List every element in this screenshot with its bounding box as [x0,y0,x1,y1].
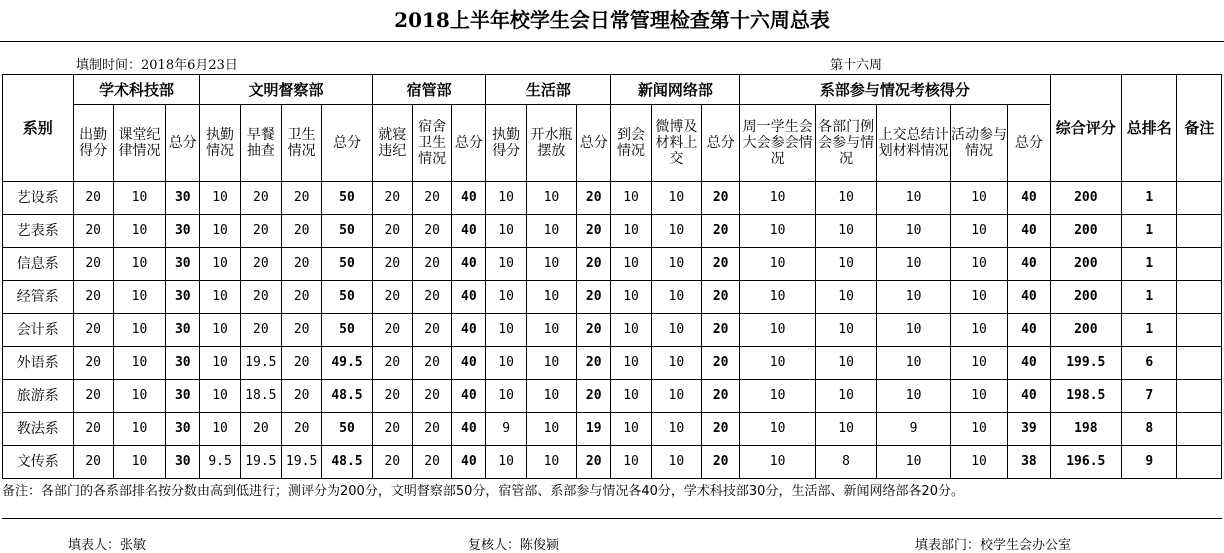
subtotal-cell: 50 [322,413,372,446]
remark-cell [1177,215,1222,248]
score-cell: 20 [412,248,451,281]
note-text: 备注：各部门的各系部排名按分数由高到低进行；测评分为200分，文明督察部50分，宿管部、系部参与情况各40分，学术科技部30分，生活部、新闻网络部各20分。 [2,484,964,499]
score-cell: 10 [877,281,951,314]
score-cell: 10 [200,347,240,380]
subtotal-cell: 30 [166,446,200,479]
subtotal-cell: 40 [1008,248,1050,281]
sub-header: 宿舍卫生情况 [412,105,451,182]
divider [2,518,1222,519]
score-cell: 20 [412,314,451,347]
subtotal-cell: 20 [577,215,611,248]
subtotal-cell: 20 [577,314,611,347]
subtotal-cell: 40 [452,248,486,281]
score-cell: 10 [740,182,816,215]
score-cell: 10 [526,281,576,314]
score-cell: 10 [815,215,876,248]
subtotal-cell: 50 [322,215,372,248]
score-table [2,74,1222,479]
score-cell: 10 [611,413,651,446]
page-title: 2018上半年校学生会日常管理检查第十六周总表 [0,0,1224,42]
rank-cell: 1 [1122,314,1177,347]
score-cell: 10 [113,248,165,281]
score-cell: 10 [113,347,165,380]
subtotal-cell: 30 [166,347,200,380]
score-cell: 20 [282,215,322,248]
subtotal-cell: 40 [1008,347,1050,380]
score-cell: 19.5 [282,446,322,479]
score-cell: 20 [73,446,113,479]
score-cell: 10 [740,248,816,281]
score-cell: 10 [815,314,876,347]
score-cell: 10 [526,380,576,413]
score-cell: 10 [740,413,816,446]
overall-cell: 200 [1050,314,1122,347]
overall-header: 综合评分 [1050,75,1122,182]
score-cell: 8 [815,446,876,479]
score-cell: 10 [486,314,526,347]
score-cell: 20 [240,182,281,215]
score-cell: 10 [113,446,165,479]
subtotal-cell: 40 [1008,380,1050,413]
score-cell: 10 [950,380,1007,413]
subtotal-cell: 20 [577,446,611,479]
score-cell: 10 [113,380,165,413]
score-cell: 20 [412,215,451,248]
table-row [3,182,1222,215]
subtotal-cell: 40 [452,314,486,347]
score-cell: 10 [611,314,651,347]
overall-cell: 198 [1050,413,1122,446]
sub-header: 总分 [322,105,372,182]
score-cell: 10 [526,446,576,479]
sub-header: 早餐抽查 [240,105,281,182]
score-cell: 20 [240,215,281,248]
score-cell: 10 [651,248,701,281]
dept-header: 系别 [3,75,74,182]
dept-cell: 艺表系 [3,215,74,248]
score-cell: 10 [611,215,651,248]
subtotal-cell: 30 [166,248,200,281]
sub-header: 总分 [702,105,740,182]
reviewer-label: 复核人：陈俊颍 [468,538,560,553]
score-cell: 10 [950,347,1007,380]
sub-header: 课堂纪律情况 [113,105,165,182]
score-cell: 10 [815,380,876,413]
subtotal-cell: 48.5 [322,380,372,413]
score-cell: 10 [486,182,526,215]
sub-header: 总分 [452,105,486,182]
score-cell: 10 [651,182,701,215]
score-cell: 20 [73,182,113,215]
score-cell: 10 [950,314,1007,347]
dept-cell: 会计系 [3,314,74,347]
sub-header: 执勤情况 [200,105,240,182]
table-row [3,215,1222,248]
table-row [3,413,1222,446]
header-group-row [3,75,1222,105]
fill-time: 填制时间：2018年6月23日 [76,58,238,73]
group-header: 宿管部 [372,75,486,105]
remark-cell [1177,347,1222,380]
score-cell: 10 [950,413,1007,446]
subtotal-cell: 20 [577,347,611,380]
score-cell: 10 [611,446,651,479]
subtotal-cell: 40 [452,281,486,314]
subtotal-cell: 50 [322,182,372,215]
score-cell: 10 [526,413,576,446]
score-cell: 20 [412,347,451,380]
group-header: 新闻网络部 [611,75,740,105]
score-cell: 10 [200,215,240,248]
score-cell: 10 [740,314,816,347]
score-cell: 10 [486,215,526,248]
sub-header: 卫生情况 [282,105,322,182]
score-cell: 20 [240,314,281,347]
overall-cell: 200 [1050,182,1122,215]
score-cell: 10 [740,380,816,413]
subtotal-cell: 40 [452,182,486,215]
subtotal-cell: 20 [702,380,740,413]
sub-header: 周一学生会大会参会情况 [740,105,816,182]
subtotal-cell: 30 [166,380,200,413]
score-cell: 20 [240,248,281,281]
subtotal-cell: 49.5 [322,347,372,380]
subtotal-cell: 40 [452,215,486,248]
score-cell: 20 [282,182,322,215]
score-cell: 10 [740,281,816,314]
subtotal-cell: 20 [702,281,740,314]
score-cell: 20 [412,182,451,215]
score-cell: 10 [651,413,701,446]
score-cell: 10 [815,413,876,446]
sub-header: 就寝违纪 [372,105,412,182]
table-row [3,347,1222,380]
score-cell: 10 [486,248,526,281]
dept-cell: 艺设系 [3,182,74,215]
score-cell: 20 [372,380,412,413]
table-row [3,281,1222,314]
score-cell: 20 [412,446,451,479]
subtotal-cell: 20 [702,347,740,380]
score-cell: 20 [412,380,451,413]
score-cell: 10 [651,347,701,380]
score-cell: 10 [611,347,651,380]
score-cell: 10 [651,314,701,347]
score-cell: 10 [950,215,1007,248]
score-cell: 10 [113,314,165,347]
subtotal-cell: 20 [577,380,611,413]
subtotal-cell: 50 [322,248,372,281]
subtotal-cell: 20 [702,446,740,479]
score-cell: 10 [526,314,576,347]
score-cell: 10 [200,413,240,446]
score-cell: 10 [113,182,165,215]
rank-cell: 1 [1122,248,1177,281]
remark-cell [1177,314,1222,347]
score-cell: 10 [113,215,165,248]
subtotal-cell: 40 [1008,182,1050,215]
score-cell: 10 [486,380,526,413]
score-cell: 20 [372,314,412,347]
score-cell: 10 [815,248,876,281]
rank-cell: 1 [1122,281,1177,314]
score-cell: 10 [651,446,701,479]
table-row [3,446,1222,479]
subtotal-cell: 30 [166,215,200,248]
table-row [3,248,1222,281]
score-cell: 10 [950,446,1007,479]
subtotal-cell: 30 [166,281,200,314]
subtotal-cell: 30 [166,182,200,215]
score-cell: 20 [372,281,412,314]
remark-cell [1177,413,1222,446]
rank-cell: 6 [1122,347,1177,380]
score-cell: 20 [73,314,113,347]
overall-cell: 200 [1050,215,1122,248]
dept-cell: 经管系 [3,281,74,314]
rank-cell: 9 [1122,446,1177,479]
rank-cell: 7 [1122,380,1177,413]
score-cell: 20 [412,413,451,446]
subtotal-cell: 20 [577,248,611,281]
score-cell: 10 [113,413,165,446]
rank-cell: 1 [1122,215,1177,248]
remark-cell [1177,182,1222,215]
week-label: 第十六周 [830,58,883,73]
subtotal-cell: 30 [166,413,200,446]
remark-header: 备注 [1177,75,1222,182]
score-cell: 10 [815,182,876,215]
sub-header: 总分 [577,105,611,182]
overall-cell: 200 [1050,281,1122,314]
group-header: 文明督察部 [200,75,372,105]
score-cell: 10 [611,380,651,413]
overall-cell: 199.5 [1050,347,1122,380]
subtotal-cell: 20 [702,413,740,446]
remark-cell [1177,248,1222,281]
score-cell: 18.5 [240,380,281,413]
score-cell: 20 [73,248,113,281]
subtotal-cell: 20 [577,281,611,314]
score-cell: 10 [950,182,1007,215]
score-cell: 20 [372,413,412,446]
score-cell: 20 [73,413,113,446]
score-cell: 19.5 [240,347,281,380]
score-cell: 20 [73,281,113,314]
score-cell: 20 [372,347,412,380]
table-row [3,380,1222,413]
subtotal-cell: 40 [452,446,486,479]
sub-header: 出勤得分 [73,105,113,182]
subtotal-cell: 48.5 [322,446,372,479]
subtotal-cell: 40 [452,380,486,413]
subtotal-cell: 39 [1008,413,1050,446]
dept-cell: 文传系 [3,446,74,479]
score-cell: 20 [412,281,451,314]
score-cell: 10 [611,248,651,281]
score-cell: 20 [73,215,113,248]
dept-cell: 外语系 [3,347,74,380]
sub-header: 各部门例会参与情况 [815,105,876,182]
score-cell: 10 [526,215,576,248]
score-cell: 20 [282,281,322,314]
score-cell: 10 [526,248,576,281]
sub-header: 总分 [166,105,200,182]
subtotal-cell: 20 [702,314,740,347]
score-cell: 19.5 [240,446,281,479]
score-cell: 20 [282,248,322,281]
subtotal-cell: 40 [1008,281,1050,314]
score-cell: 9.5 [200,446,240,479]
overall-cell: 198.5 [1050,380,1122,413]
score-cell: 10 [651,215,701,248]
score-cell: 10 [877,380,951,413]
subtotal-cell: 38 [1008,446,1050,479]
subtotal-cell: 20 [702,248,740,281]
sub-header: 上交总结计划材料情况 [877,105,951,182]
score-cell: 20 [372,248,412,281]
subtotal-cell: 40 [452,347,486,380]
remark-cell [1177,446,1222,479]
sub-header: 到会情况 [611,105,651,182]
unit-label: 填表部门：校学生会办公室 [915,538,1072,553]
remark-cell [1177,281,1222,314]
score-cell: 10 [200,182,240,215]
subtotal-cell: 50 [322,281,372,314]
score-cell: 10 [877,215,951,248]
dept-cell: 教法系 [3,413,74,446]
subtotal-cell: 40 [1008,215,1050,248]
subtotal-cell: 50 [322,314,372,347]
score-cell: 20 [372,215,412,248]
header-sub-row [3,105,1222,182]
score-cell: 9 [486,413,526,446]
group-header: 学术科技部 [73,75,200,105]
filler-label: 填表人：张敏 [68,538,147,553]
table-row [3,314,1222,347]
group-header: 系部参与情况考核得分 [740,75,1050,105]
score-cell: 10 [815,347,876,380]
score-cell: 10 [877,314,951,347]
subtotal-cell: 20 [702,182,740,215]
score-cell: 10 [200,281,240,314]
score-cell: 20 [240,281,281,314]
score-cell: 10 [526,347,576,380]
score-cell: 20 [282,347,322,380]
score-cell: 20 [282,314,322,347]
score-cell: 10 [877,248,951,281]
subtotal-cell: 40 [452,413,486,446]
score-cell: 20 [282,380,322,413]
score-cell: 10 [526,182,576,215]
score-cell: 10 [200,314,240,347]
sub-header: 开水瓶摆放 [526,105,576,182]
sub-header: 执勤得分 [486,105,526,182]
score-cell: 10 [486,281,526,314]
score-cell: 20 [73,347,113,380]
score-cell: 10 [877,347,951,380]
score-cell: 10 [950,281,1007,314]
sub-header: 活动参与情况 [950,105,1007,182]
score-cell: 20 [240,413,281,446]
rank-cell: 1 [1122,182,1177,215]
score-cell: 10 [113,281,165,314]
dept-cell: 旅游系 [3,380,74,413]
score-cell: 10 [200,248,240,281]
score-cell: 10 [740,446,816,479]
remark-cell [1177,380,1222,413]
score-cell: 10 [815,281,876,314]
overall-cell: 200 [1050,248,1122,281]
sub-header: 总分 [1008,105,1050,182]
score-cell: 20 [372,446,412,479]
group-header: 生活部 [486,75,611,105]
sub-header: 微博及材料上交 [651,105,701,182]
score-cell: 10 [877,182,951,215]
score-cell: 9 [877,413,951,446]
subtotal-cell: 30 [166,314,200,347]
score-cell: 20 [73,380,113,413]
subtotal-cell: 40 [1008,314,1050,347]
subtotal-cell: 20 [577,182,611,215]
score-cell: 20 [282,413,322,446]
score-cell: 10 [486,446,526,479]
subtotal-cell: 19 [577,413,611,446]
score-cell: 10 [950,248,1007,281]
score-cell: 10 [877,446,951,479]
score-cell: 10 [611,182,651,215]
score-cell: 10 [486,347,526,380]
rank-cell: 8 [1122,413,1177,446]
score-cell: 20 [372,182,412,215]
overall-cell: 196.5 [1050,446,1122,479]
score-cell: 10 [651,380,701,413]
dept-cell: 信息系 [3,248,74,281]
score-cell: 10 [740,215,816,248]
score-cell: 10 [651,281,701,314]
subtotal-cell: 20 [702,215,740,248]
score-cell: 10 [611,281,651,314]
score-cell: 10 [200,380,240,413]
score-cell: 10 [740,347,816,380]
rank-header: 总排名 [1122,75,1177,182]
